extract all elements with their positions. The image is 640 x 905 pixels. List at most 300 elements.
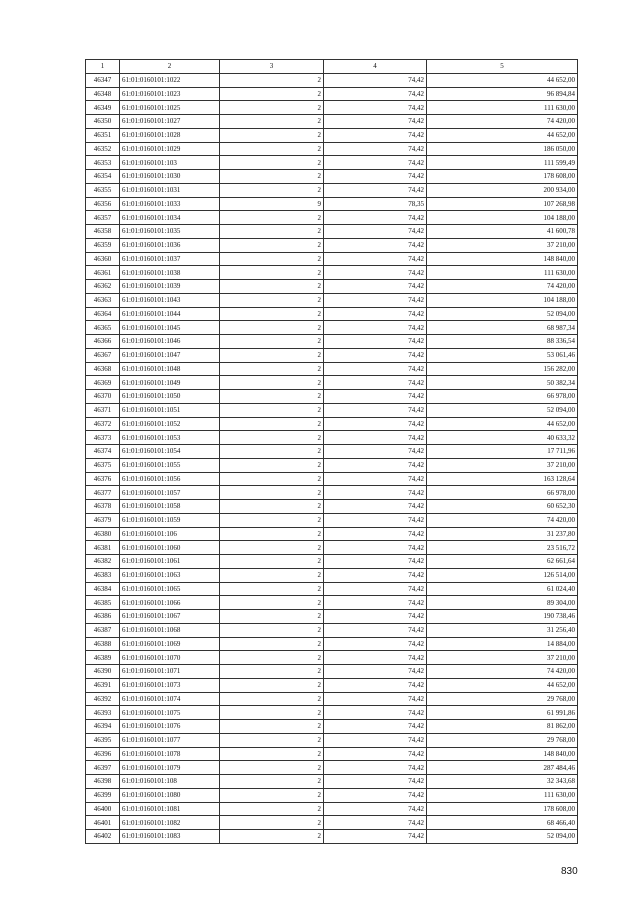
area-value-cell: 74,42: [324, 183, 427, 197]
cadastral-number-cell: 61:01:0160101:1050: [120, 390, 220, 404]
table-row: [86, 101, 578, 115]
row-number-cell: 46390: [86, 665, 120, 679]
table-row: [86, 376, 578, 390]
category-code-cell: 2: [220, 211, 324, 225]
row-number-cell: 46394: [86, 720, 120, 734]
cadastral-value-cell: 41 600,78: [427, 225, 578, 239]
category-code-cell: 2: [220, 280, 324, 294]
row-number-cell: 46400: [86, 802, 120, 816]
cadastral-value-cell: 200 934,00: [427, 183, 578, 197]
table-row: [86, 197, 578, 211]
category-code-cell: 2: [220, 788, 324, 802]
row-number-cell: 46353: [86, 156, 120, 170]
area-value-cell: 74,42: [324, 321, 427, 335]
area-value-cell: 74,42: [324, 500, 427, 514]
cadastral-value-cell: 62 661,64: [427, 555, 578, 569]
area-value-cell: 74,42: [324, 486, 427, 500]
area-value-cell: 74,42: [324, 156, 427, 170]
cadastral-number-cell: 61:01:0160101:1066: [120, 596, 220, 610]
area-value-cell: 74,42: [324, 761, 427, 775]
table-row: [86, 335, 578, 349]
table-body: [86, 73, 578, 843]
table-row: [86, 541, 578, 555]
table-row: [86, 293, 578, 307]
cadastral-value-cell: 37 210,00: [427, 458, 578, 472]
category-code-cell: 2: [220, 486, 324, 500]
area-value-cell: 74,42: [324, 788, 427, 802]
area-value-cell: 74,42: [324, 692, 427, 706]
table-row: [86, 87, 578, 101]
area-value-cell: 74,42: [324, 733, 427, 747]
row-number-cell: 46349: [86, 101, 120, 115]
table-row: [86, 637, 578, 651]
cadastral-value-table: [85, 59, 578, 844]
area-value-cell: 74,42: [324, 472, 427, 486]
cadastral-value-cell: 14 884,00: [427, 637, 578, 651]
row-number-cell: 46358: [86, 225, 120, 239]
cadastral-number-cell: 61:01:0160101:1027: [120, 115, 220, 129]
table-row: [86, 802, 578, 816]
column-header-1: 1: [86, 60, 120, 74]
row-number-cell: 46360: [86, 252, 120, 266]
category-code-cell: 9: [220, 197, 324, 211]
row-number-cell: 46382: [86, 555, 120, 569]
table-row: [86, 183, 578, 197]
area-value-cell: 74,42: [324, 568, 427, 582]
cadastral-value-cell: 44 652,00: [427, 417, 578, 431]
cadastral-number-cell: 61:01:0160101:1075: [120, 706, 220, 720]
cadastral-number-cell: 61:01:0160101:1077: [120, 733, 220, 747]
category-code-cell: 2: [220, 720, 324, 734]
row-number-cell: 46380: [86, 527, 120, 541]
cadastral-number-cell: 61:01:0160101:1052: [120, 417, 220, 431]
area-value-cell: 74,42: [324, 348, 427, 362]
cadastral-number-cell: 61:01:0160101:1043: [120, 293, 220, 307]
category-code-cell: 2: [220, 87, 324, 101]
cadastral-number-cell: 61:01:0160101:1038: [120, 266, 220, 280]
table-row: [86, 225, 578, 239]
cadastral-value-cell: 186 050,00: [427, 142, 578, 156]
area-value-cell: 74,42: [324, 87, 427, 101]
category-code-cell: 2: [220, 802, 324, 816]
area-value-cell: 74,42: [324, 128, 427, 142]
cadastral-value-cell: 31 256,40: [427, 623, 578, 637]
area-value-cell: 74,42: [324, 142, 427, 156]
cadastral-number-cell: 61:01:0160101:1030: [120, 170, 220, 184]
cadastral-value-cell: 29 768,00: [427, 733, 578, 747]
area-value-cell: 74,42: [324, 775, 427, 789]
table-row: [86, 417, 578, 431]
table-row: [86, 513, 578, 527]
row-number-cell: 46370: [86, 390, 120, 404]
category-code-cell: 2: [220, 266, 324, 280]
row-number-cell: 46374: [86, 445, 120, 459]
cadastral-value-cell: 163 128,64: [427, 472, 578, 486]
area-value-cell: 74,42: [324, 678, 427, 692]
row-number-cell: 46365: [86, 321, 120, 335]
row-number-cell: 46395: [86, 733, 120, 747]
column-header-4: 4: [324, 60, 427, 74]
cadastral-value-cell: 96 894,84: [427, 87, 578, 101]
area-value-cell: 74,42: [324, 376, 427, 390]
row-number-cell: 46386: [86, 610, 120, 624]
area-value-cell: 74,42: [324, 101, 427, 115]
area-value-cell: 74,42: [324, 335, 427, 349]
table-row: [86, 115, 578, 129]
row-number-cell: 46361: [86, 266, 120, 280]
category-code-cell: 2: [220, 555, 324, 569]
area-value-cell: 74,42: [324, 541, 427, 555]
cadastral-value-cell: 148 840,00: [427, 252, 578, 266]
category-code-cell: 2: [220, 348, 324, 362]
category-code-cell: 2: [220, 610, 324, 624]
cadastral-number-cell: 61:01:0160101:1053: [120, 431, 220, 445]
cadastral-number-cell: 61:01:0160101:1069: [120, 637, 220, 651]
category-code-cell: 2: [220, 335, 324, 349]
category-code-cell: 2: [220, 678, 324, 692]
area-value-cell: 74,42: [324, 293, 427, 307]
cadastral-number-cell: 61:01:0160101:1031: [120, 183, 220, 197]
table-row: [86, 623, 578, 637]
category-code-cell: 2: [220, 321, 324, 335]
area-value-cell: 74,42: [324, 582, 427, 596]
cadastral-number-cell: 61:01:0160101:1025: [120, 101, 220, 115]
cadastral-value-cell: 104 188,00: [427, 211, 578, 225]
cadastral-value-cell: 31 237,80: [427, 527, 578, 541]
cadastral-number-cell: 61:01:0160101:103: [120, 156, 220, 170]
cadastral-number-cell: 61:01:0160101:1039: [120, 280, 220, 294]
table-row: [86, 830, 578, 844]
cadastral-value-cell: 40 633,32: [427, 431, 578, 445]
header-row: [86, 60, 578, 74]
cadastral-number-cell: 61:01:0160101:1061: [120, 555, 220, 569]
cadastral-number-cell: 61:01:0160101:1046: [120, 335, 220, 349]
row-number-cell: 46396: [86, 747, 120, 761]
table-row: [86, 692, 578, 706]
cadastral-value-cell: 89 304,00: [427, 596, 578, 610]
table-row: [86, 211, 578, 225]
category-code-cell: 2: [220, 115, 324, 129]
table-row: [86, 142, 578, 156]
table-row: [86, 747, 578, 761]
cadastral-number-cell: 61:01:0160101:108: [120, 775, 220, 789]
page-number: 830: [561, 866, 578, 877]
category-code-cell: 2: [220, 582, 324, 596]
area-value-cell: 74,42: [324, 266, 427, 280]
cadastral-value-cell: 66 978,00: [427, 390, 578, 404]
cadastral-value-cell: 61 991,86: [427, 706, 578, 720]
cadastral-value-cell: 29 768,00: [427, 692, 578, 706]
row-number-cell: 46385: [86, 596, 120, 610]
cadastral-number-cell: 61:01:0160101:1029: [120, 142, 220, 156]
area-value-cell: 74,42: [324, 403, 427, 417]
table-row: [86, 733, 578, 747]
category-code-cell: 2: [220, 733, 324, 747]
cadastral-number-cell: 61:01:0160101:1073: [120, 678, 220, 692]
cadastral-number-cell: 61:01:0160101:1022: [120, 73, 220, 87]
row-number-cell: 46362: [86, 280, 120, 294]
cadastral-number-cell: 61:01:0160101:1037: [120, 252, 220, 266]
area-value-cell: 74,42: [324, 362, 427, 376]
category-code-cell: 2: [220, 128, 324, 142]
row-number-cell: 46351: [86, 128, 120, 142]
cadastral-value-cell: 37 210,00: [427, 238, 578, 252]
cadastral-value-cell: 178 608,00: [427, 170, 578, 184]
category-code-cell: 2: [220, 623, 324, 637]
row-number-cell: 46383: [86, 568, 120, 582]
cadastral-value-cell: 148 840,00: [427, 747, 578, 761]
cadastral-number-cell: 61:01:0160101:1034: [120, 211, 220, 225]
column-header-5: 5: [427, 60, 578, 74]
row-number-cell: 46392: [86, 692, 120, 706]
cadastral-value-cell: 23 516,72: [427, 541, 578, 555]
cadastral-number-cell: 61:01:0160101:1060: [120, 541, 220, 555]
cadastral-value-cell: 44 652,00: [427, 73, 578, 87]
table-row: [86, 568, 578, 582]
row-number-cell: 46350: [86, 115, 120, 129]
category-code-cell: 2: [220, 403, 324, 417]
area-value-cell: 74,42: [324, 720, 427, 734]
cadastral-value-cell: 287 484,46: [427, 761, 578, 775]
table-row: [86, 170, 578, 184]
cadastral-value-cell: 53 061,46: [427, 348, 578, 362]
category-code-cell: 2: [220, 431, 324, 445]
cadastral-number-cell: 61:01:0160101:1081: [120, 802, 220, 816]
table-row: [86, 472, 578, 486]
category-code-cell: 2: [220, 142, 324, 156]
category-code-cell: 2: [220, 183, 324, 197]
cadastral-number-cell: 61:01:0160101:1049: [120, 376, 220, 390]
row-number-cell: 46369: [86, 376, 120, 390]
cadastral-value-cell: 190 738,46: [427, 610, 578, 624]
cadastral-value-cell: 37 210,00: [427, 651, 578, 665]
category-code-cell: 2: [220, 747, 324, 761]
area-value-cell: 74,42: [324, 417, 427, 431]
table-row: [86, 761, 578, 775]
area-value-cell: 74,42: [324, 747, 427, 761]
table-row: [86, 238, 578, 252]
cadastral-number-cell: 61:01:0160101:1045: [120, 321, 220, 335]
area-value-cell: 74,42: [324, 431, 427, 445]
cadastral-number-cell: 61:01:0160101:1067: [120, 610, 220, 624]
cadastral-value-cell: 50 382,34: [427, 376, 578, 390]
table-row: [86, 348, 578, 362]
cadastral-value-cell: 66 978,00: [427, 486, 578, 500]
table-row: [86, 582, 578, 596]
table-row: [86, 706, 578, 720]
table-row: [86, 610, 578, 624]
table-row: [86, 128, 578, 142]
cadastral-number-cell: 61:01:0160101:1044: [120, 307, 220, 321]
cadastral-value-cell: 111 599,49: [427, 156, 578, 170]
area-value-cell: 74,42: [324, 802, 427, 816]
area-value-cell: 74,42: [324, 651, 427, 665]
category-code-cell: 2: [220, 376, 324, 390]
cadastral-value-cell: 44 652,00: [427, 678, 578, 692]
area-value-cell: 74,42: [324, 252, 427, 266]
row-number-cell: 46355: [86, 183, 120, 197]
row-number-cell: 46375: [86, 458, 120, 472]
row-number-cell: 46398: [86, 775, 120, 789]
cadastral-number-cell: 61:01:0160101:1080: [120, 788, 220, 802]
cadastral-number-cell: 61:01:0160101:1057: [120, 486, 220, 500]
row-number-cell: 46359: [86, 238, 120, 252]
cadastral-value-cell: 68 987,34: [427, 321, 578, 335]
cadastral-value-cell: 178 608,00: [427, 802, 578, 816]
cadastral-number-cell: 61:01:0160101:1056: [120, 472, 220, 486]
table-row: [86, 486, 578, 500]
area-value-cell: 74,42: [324, 637, 427, 651]
area-value-cell: 74,42: [324, 816, 427, 830]
category-code-cell: 2: [220, 761, 324, 775]
area-value-cell: 74,42: [324, 555, 427, 569]
area-value-cell: 74,42: [324, 211, 427, 225]
row-number-cell: 46384: [86, 582, 120, 596]
table-row: [86, 321, 578, 335]
cadastral-value-cell: 60 652,30: [427, 500, 578, 514]
table-row: [86, 651, 578, 665]
cadastral-number-cell: 61:01:0160101:1055: [120, 458, 220, 472]
row-number-cell: 46357: [86, 211, 120, 225]
cadastral-value-cell: 52 094,00: [427, 403, 578, 417]
category-code-cell: 2: [220, 527, 324, 541]
table-row: [86, 500, 578, 514]
cadastral-value-cell: 32 343,68: [427, 775, 578, 789]
row-number-cell: 46352: [86, 142, 120, 156]
cadastral-value-cell: 88 336,54: [427, 335, 578, 349]
category-code-cell: 2: [220, 390, 324, 404]
table-row: [86, 307, 578, 321]
category-code-cell: 2: [220, 775, 324, 789]
table-row: [86, 280, 578, 294]
table-row: [86, 816, 578, 830]
row-number-cell: 46387: [86, 623, 120, 637]
row-number-cell: 46377: [86, 486, 120, 500]
cadastral-number-cell: 61:01:0160101:1063: [120, 568, 220, 582]
table-row: [86, 527, 578, 541]
area-value-cell: 74,42: [324, 73, 427, 87]
row-number-cell: 46381: [86, 541, 120, 555]
table-row: [86, 252, 578, 266]
table-row: [86, 445, 578, 459]
area-value-cell: 78,35: [324, 197, 427, 211]
cadastral-value-cell: 17 711,96: [427, 445, 578, 459]
area-value-cell: 74,42: [324, 390, 427, 404]
cadastral-value-cell: 61 024,40: [427, 582, 578, 596]
area-value-cell: 74,42: [324, 706, 427, 720]
category-code-cell: 2: [220, 445, 324, 459]
cadastral-value-cell: 111 630,00: [427, 266, 578, 280]
category-code-cell: 2: [220, 225, 324, 239]
cadastral-value-cell: 126 514,00: [427, 568, 578, 582]
cadastral-value-cell: 104 188,00: [427, 293, 578, 307]
category-code-cell: 2: [220, 816, 324, 830]
category-code-cell: 2: [220, 651, 324, 665]
cadastral-number-cell: 61:01:0160101:1054: [120, 445, 220, 459]
category-code-cell: 2: [220, 706, 324, 720]
category-code-cell: 2: [220, 293, 324, 307]
area-value-cell: 74,42: [324, 238, 427, 252]
table-row: [86, 458, 578, 472]
row-number-cell: 46397: [86, 761, 120, 775]
row-number-cell: 46368: [86, 362, 120, 376]
area-value-cell: 74,42: [324, 527, 427, 541]
area-value-cell: 74,42: [324, 445, 427, 459]
area-value-cell: 74,42: [324, 280, 427, 294]
cadastral-number-cell: 61:01:0160101:1047: [120, 348, 220, 362]
table-row: [86, 390, 578, 404]
cadastral-value-cell: 111 630,00: [427, 101, 578, 115]
cadastral-number-cell: 61:01:0160101:1033: [120, 197, 220, 211]
cadastral-number-cell: 61:01:0160101:106: [120, 527, 220, 541]
category-code-cell: 2: [220, 596, 324, 610]
table-row: [86, 775, 578, 789]
table-header: [86, 60, 578, 74]
row-number-cell: 46391: [86, 678, 120, 692]
column-header-2: 2: [120, 60, 220, 74]
table-row: [86, 596, 578, 610]
row-number-cell: 46363: [86, 293, 120, 307]
cadastral-value-cell: 52 094,00: [427, 830, 578, 844]
cadastral-number-cell: 61:01:0160101:1079: [120, 761, 220, 775]
row-number-cell: 46367: [86, 348, 120, 362]
cadastral-value-cell: 68 466,40: [427, 816, 578, 830]
row-number-cell: 46399: [86, 788, 120, 802]
row-number-cell: 46378: [86, 500, 120, 514]
row-number-cell: 46393: [86, 706, 120, 720]
area-value-cell: 74,42: [324, 307, 427, 321]
area-value-cell: 74,42: [324, 610, 427, 624]
row-number-cell: 46389: [86, 651, 120, 665]
category-code-cell: 2: [220, 665, 324, 679]
cadastral-number-cell: 61:01:0160101:1028: [120, 128, 220, 142]
row-number-cell: 46376: [86, 472, 120, 486]
cadastral-number-cell: 61:01:0160101:1074: [120, 692, 220, 706]
area-value-cell: 74,42: [324, 623, 427, 637]
table-row: [86, 720, 578, 734]
row-number-cell: 46373: [86, 431, 120, 445]
cadastral-number-cell: 61:01:0160101:1036: [120, 238, 220, 252]
cadastral-number-cell: 61:01:0160101:1071: [120, 665, 220, 679]
category-code-cell: 2: [220, 513, 324, 527]
category-code-cell: 2: [220, 362, 324, 376]
row-number-cell: 46388: [86, 637, 120, 651]
category-code-cell: 2: [220, 101, 324, 115]
cadastral-number-cell: 61:01:0160101:1065: [120, 582, 220, 596]
area-value-cell: 74,42: [324, 665, 427, 679]
cadastral-number-cell: 61:01:0160101:1082: [120, 816, 220, 830]
cadastral-value-cell: 52 094,00: [427, 307, 578, 321]
table-row: [86, 73, 578, 87]
cadastral-number-cell: 61:01:0160101:1059: [120, 513, 220, 527]
row-number-cell: 46356: [86, 197, 120, 211]
category-code-cell: 2: [220, 238, 324, 252]
area-value-cell: 74,42: [324, 830, 427, 844]
table-row: [86, 555, 578, 569]
table-row: [86, 266, 578, 280]
category-code-cell: 2: [220, 307, 324, 321]
cadastral-value-cell: 74 420,00: [427, 665, 578, 679]
category-code-cell: 2: [220, 472, 324, 486]
cadastral-number-cell: 61:01:0160101:1070: [120, 651, 220, 665]
category-code-cell: 2: [220, 252, 324, 266]
table-row: [86, 156, 578, 170]
cadastral-number-cell: 61:01:0160101:1048: [120, 362, 220, 376]
category-code-cell: 2: [220, 156, 324, 170]
category-code-cell: 2: [220, 417, 324, 431]
column-header-3: 3: [220, 60, 324, 74]
table-row: [86, 362, 578, 376]
